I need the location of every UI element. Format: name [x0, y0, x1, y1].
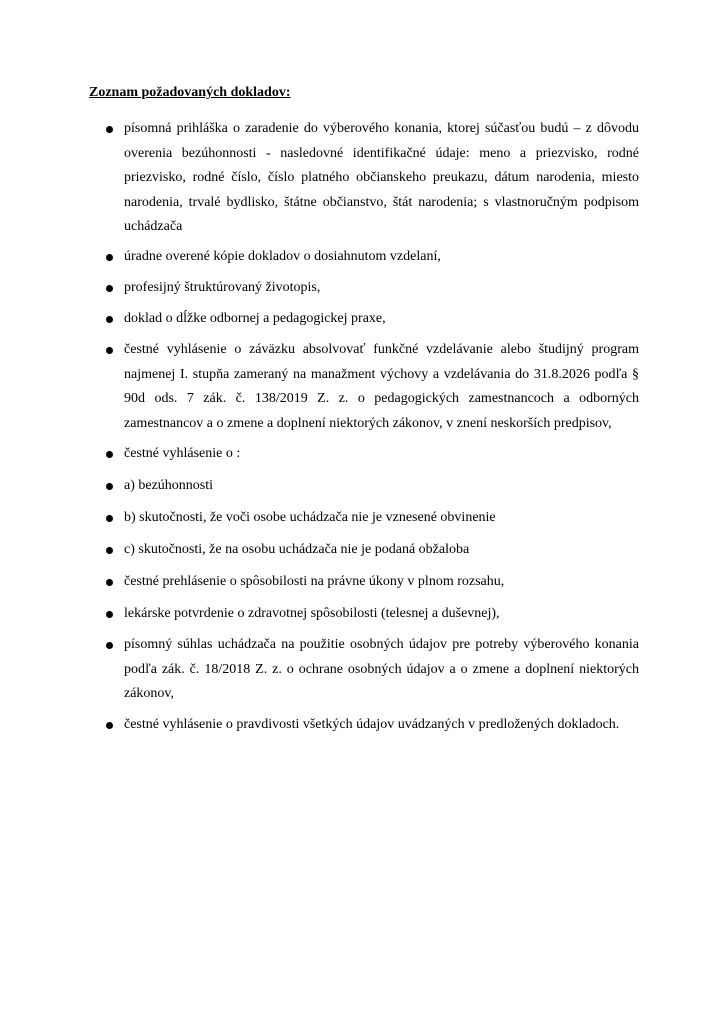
- list-item-text: čestné vyhlásenie o pravdivosti všetkých údajov uvádzaných v predložených dokladoch.: [124, 717, 620, 732]
- bullet-icon: [106, 642, 113, 649]
- bullet-icon: [106, 611, 113, 618]
- list-item-text: lekárske potvrdenie o zdravotnej spôsobilosti (telesnej a duševnej),: [124, 606, 500, 621]
- document-title: Zoznam požadovaných dokladov:: [89, 85, 291, 100]
- bullet-icon: [106, 579, 113, 586]
- list-item-text: a) bezúhonnosti: [124, 478, 214, 493]
- bullet-icon: [106, 547, 113, 554]
- bullet-icon: [106, 126, 113, 133]
- list-item-text: čestné vyhlásenie o :: [124, 446, 241, 461]
- list-item-text: b) skutočnosti, že voči osobe uchádzača nie je vznesené obvinenie: [124, 510, 496, 525]
- list-item-text: úradne overené kópie dokladov o dosiahnutom vzdelaní,: [124, 249, 441, 264]
- list-item-text: čestné prehlásenie o spôsobilosti na právne úkony v plnom rozsahu,: [124, 574, 505, 589]
- list-item-text: profesijný štruktúrovaný životopis,: [124, 280, 321, 295]
- bullet-icon: [106, 347, 113, 354]
- bullet-icon: [106, 483, 113, 490]
- list-item-text: písomný súhlas uchádzača na použitie osobných údajov pre potreby výberového konania podľa zák. č. 18/2018 Z. z. o ochrane osobných údajov a o zmene a doplnení niektorých zákonov,: [124, 637, 639, 701]
- bullet-icon: [106, 451, 113, 458]
- list-item-text: doklad o dĺžke odbornej a pedagogickej praxe,: [124, 311, 386, 326]
- bullet-icon: [106, 254, 113, 261]
- bullet-icon: [106, 316, 113, 323]
- list-item-text: čestné vyhlásenie o záväzku absolvovať funkčné vzdelávanie alebo študijný program najmenej I. stupňa zameraný na manažment výchovy a vzdelávania do 31.8.2026 podľa § 90d ods. 7 zák. č. 138/2019 Z. z. o pedagogických zamestnancoch a odborných zamestnancov a o zmene a doplnení niektorých zákonov, v znení neskorších predpisov,: [124, 342, 639, 431]
- bullet-icon: [106, 515, 113, 522]
- list-item-text: c) skutočnosti, že na osobu uchádzača nie je podaná obžaloba: [124, 542, 470, 557]
- bullet-icon: [106, 285, 113, 292]
- list-item-text: písomná prihláška o zaradenie do výberového konania, ktorej súčasťou budú – z dôvodu overenia bezúhonnosti - nasledovné identifikačné údaje: meno a priezvisko, rodné priezvisko, rodné číslo, číslo platného občianskeho preukazu, dátum narodenia, miesto narodenia, trvalé bydlisko, štátne občianstvo, štát narodenia; s vlastnoručným podpisom uchádzača: [124, 121, 639, 234]
- bullet-icon: [106, 722, 113, 729]
